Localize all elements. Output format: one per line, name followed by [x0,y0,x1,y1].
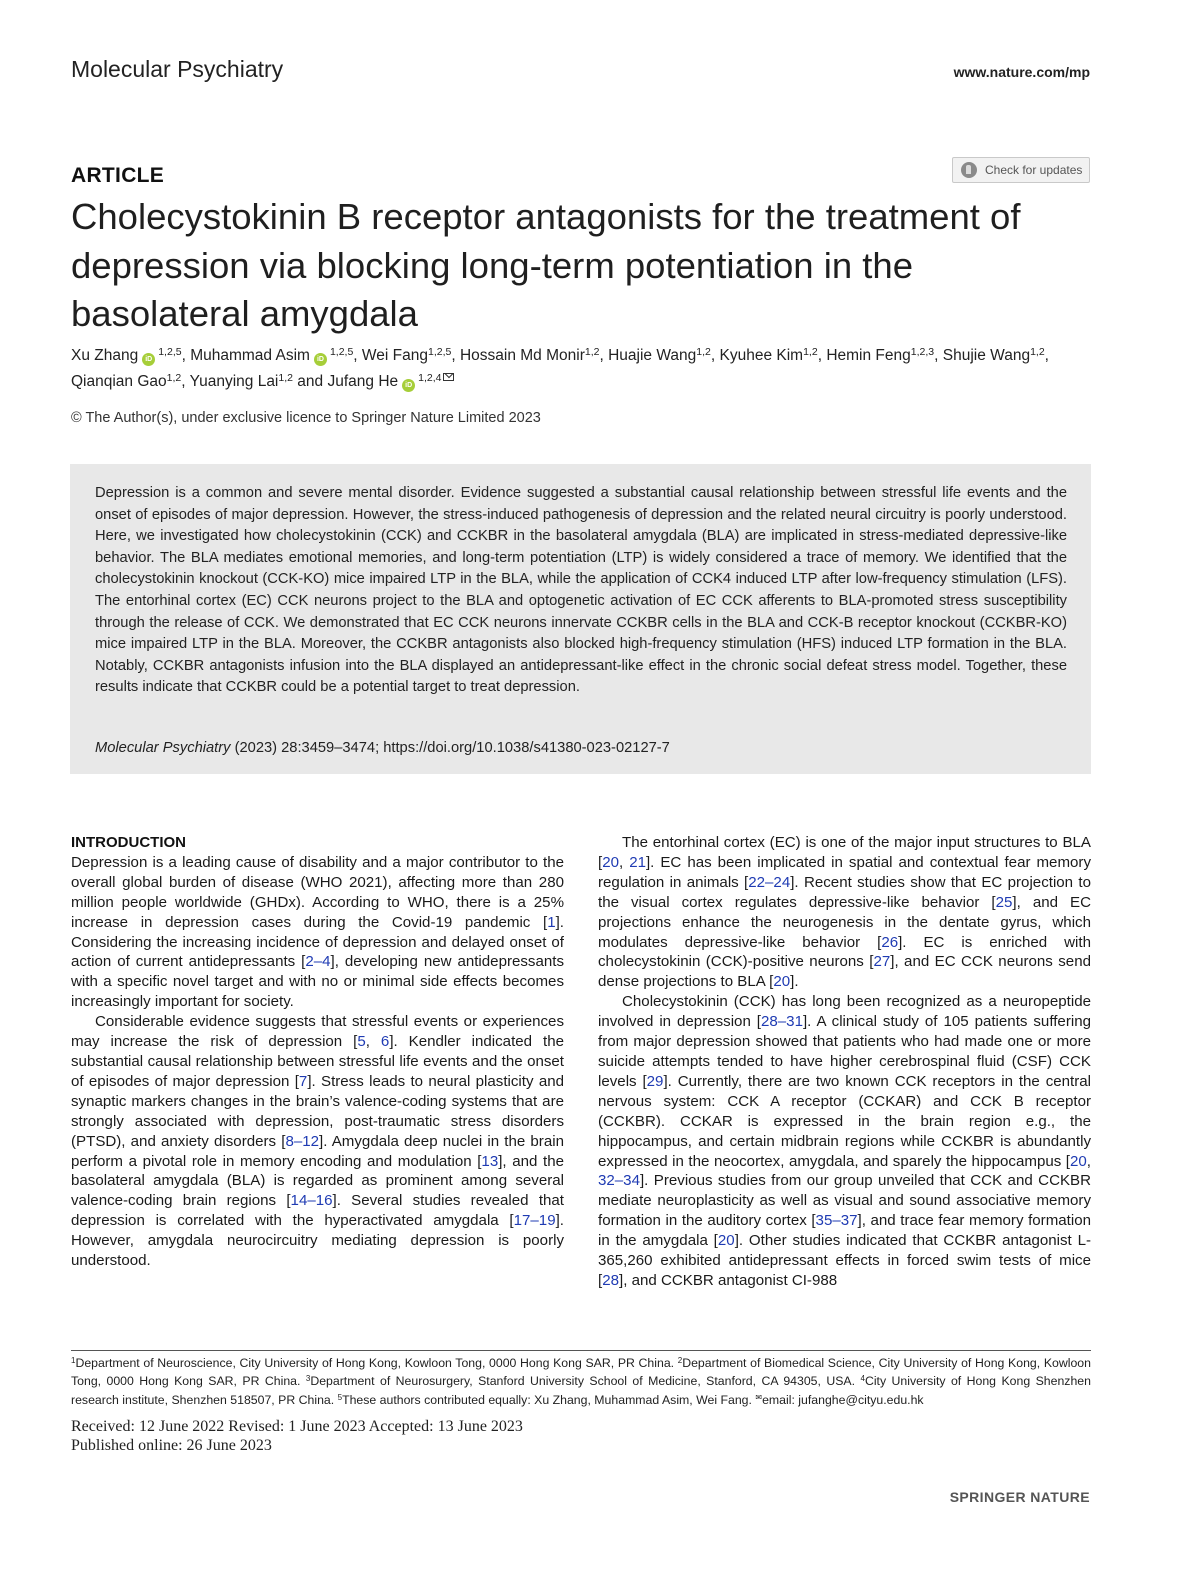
affiliation-mark: 3 [305,1374,311,1384]
body-column-left [71,833,564,1271]
publisher-logo: SPRINGER NATURE [949,1489,1090,1505]
citation-journal: Molecular Psychiatry [95,740,231,756]
left-paragraphs [71,853,564,1271]
footnote-divider [71,1350,1091,1351]
citation-line [95,740,1067,756]
reference-link[interactable]: 17–19 [513,1212,556,1230]
right-paragraphs [598,833,1091,1291]
reference-link[interactable]: 8–12 [285,1132,320,1150]
author[interactable] [71,347,182,364]
author[interactable] [826,347,934,364]
affiliation-text: Department of Biomedical Science, City University of Hong Kong, Kowloon Tong, 0000 Hong Kong SAR, PR China. [71,1356,1091,1389]
reference-link[interactable]: 1 [547,913,556,931]
reference-link[interactable]: 2–4 [305,953,331,971]
author[interactable] [327,373,453,390]
abstract-text: Depression is a common and severe mental disorder. Evidence suggested a substantial causal relationship between stressful life events and the onset of episodes of major depression. However, the stress-induced pathogenesis of depression and the related neural circuitry is poorly understood. Here, we investigated how cholecystokinin (CCK) and CCKBR in the basolateral amygdala (BLA) are implicated in stress-mediated depressive-like behavior. The BLA mediates emotional memories, and long-term potentiation (LTP) is widely considered a trace of memory. We identified that the cholecystokinin knockout (CCK-KO) mice impaired LTP in the BLA, while the application of CCK4 induced LTP after low-frequency stimulation (LFS). The entorhinal cortex (EC) CCK neurons project to the BLA and optogenetic activation of EC CCK afferents to BLA-promoted stress susceptibility through the release of CCK. We demonstrated that EC CCK neurons innervate CCKBR cells in the BLA and CCK-B receptor knockout (CCKBR-KO) mice impaired LTP in the BLA. Moreover, the CCKBR antagonists also blocked high-frequency stimulation (HFS) induced LTP formation in the BLA. Notably, CCKBR antagonists infusion into the BLA displayed an antidepressant-like effect in the chronic social defeat stress model. Together, these results indicate that CCKBR could be a potential target to treat depression. [95,485,1067,696]
citation-details[interactable]: (2023) 28:3459–3474; https://doi.org/10.1038/s41380-023-02127-7 [234,740,670,756]
author[interactable] [362,347,451,364]
reference-link[interactable]: 32–34 [598,1172,640,1190]
author-name[interactable]: Shujie Wang [942,347,1031,364]
article-title: Cholecystokinin B receptor antagonists for the treatment of depression via blocking long-term potentiation in the basolateral amygdala [71,196,1021,334]
affiliation-mark: 4 [860,1374,865,1384]
reference-link[interactable]: 28 [602,1271,619,1289]
reference-link[interactable]: 21 [629,853,646,871]
reference-link[interactable]: 20 [602,853,619,871]
author-affiliation-marks: 1,2,4 [418,372,442,384]
author[interactable] [720,347,818,364]
reference-link[interactable]: 25 [995,893,1013,911]
paragraph: Depression is a leading cause of disability and a major contributor to the overall global burden of disease (WHO 2021), affecting more than 280 million people worldwide (GHDx). According to WHO, there is a 25% increase in depression cases during the Covid-19 pandemic [1]. Considering the increasing incidence of depression and delayed onset of action of current antidepressants [2–4], developing new antidepressants with a specific novel target and with no or minimal side effects becomes increasingly important for society. [71,853,565,1011]
journal-name: Molecular Psychiatry [71,56,284,82]
author[interactable] [71,373,181,390]
reference-link[interactable]: 20 [717,1232,735,1250]
reference-link[interactable]: 20 [1070,1152,1087,1170]
author-affiliation-marks: 1,2 [696,346,711,358]
author[interactable] [190,373,293,390]
author[interactable] [608,347,711,364]
reference-link[interactable]: 27 [873,953,891,971]
orcid-icon[interactable]: iD [402,379,415,392]
reference-link[interactable]: 29 [646,1072,664,1090]
reference-link[interactable]: 14–16 [290,1192,333,1210]
reference-link[interactable]: 20 [773,973,791,991]
author-affiliation-marks: 1,2,5 [427,346,452,358]
article-type-label: ARTICLE [71,164,165,187]
affiliation-text: Department of Neuroscience, City University of Hong Kong, Kowloon Tong, 0000 Hong Kong SAR, PR China. [75,1356,678,1370]
affiliation-mark: 1 [71,1356,76,1365]
affiliation-text: These authors contributed equally: Xu Zhang, Muhammad Asim, Wei Fang. [342,1392,756,1407]
author-name[interactable]: Xu Zhang [71,347,139,364]
author-affiliation-marks: 1,2,5 [329,346,354,358]
author-affiliation-marks: 1,2 [584,346,600,358]
author-name[interactable]: Wei Fang [361,347,428,364]
reference-link[interactable]: 6 [380,1033,390,1051]
paragraph: The entorhinal cortex (EC) is one of the major input structures to BLA [20, 21]. EC has been implicated in spatial and contextual fear memory regulation in animals [22–24]. Recent studies show that EC projection to the visual cortex regulates depressive-like behavior [25], and EC projections enhance the neurogenesis in the dentate gyrus, which modulates depressive-like behavior [26]. EC is enriched with cholecystokinin (CCK)-positive neurons [27], and EC CCK neurons send dense projections to BLA [20]. [598,834,1091,991]
reference-link[interactable]: 28–31 [761,1013,803,1031]
affiliation-mark: ✉ [755,1392,763,1402]
author-name[interactable]: Qianqian Gao [71,373,167,390]
author-affiliation-marks: 1,2 [1030,346,1045,358]
author-name[interactable]: Kyuhee Kim [719,347,804,364]
paragraph: Cholecystokinin (CCK) has long been recognized as a neuropeptide involved in depression [28–31]. A clinical study of 105 patients suffering from major depression showed that patients who had made one or more suicide attempts tended to have higher cerebrospinal fluid (CSF) CCK levels [29]. Currently, there are two known CCK receptors in the central nervous system: CCK A receptor (CCKAR) and CCK B receptor (CCKBR). CCKAR is expressed in the brain region e.g., the hippocampus, and certain midbrain regions while CCKBR is abundantly expressed in the neocortex, amygdala, and sparely the hippocampus [20, 32–34]. Previous studies from our group unveiled that CCK and CCKBR mediate neuroplasticity as well as visual and sound associative memory formation in the auditory cortex [35–37], and trace fear memory formation in the amygdala [20]. Other studies indicated that CCKBR antagonist L- 365,260 exhibited antidepressant effects in forced swim tests of mice [28], and CCKBR antagonist CI-988 [598,993,1092,1289]
journal-url-link[interactable]: www.nature.com/mp [953,64,1090,80]
author-name[interactable]: Jufang He [327,373,399,390]
author-affiliation-marks: 1,2 [803,346,818,358]
reference-link[interactable]: 13 [481,1152,499,1170]
check-for-updates-label: Check for updates [985,163,1083,177]
author[interactable] [460,347,600,364]
author-affiliation-marks: 1,2 [166,372,182,384]
affiliations-footnote [71,1354,1091,1409]
publication-dates [71,1418,523,1455]
author-affiliation-marks: 1,2,3 [910,346,935,358]
section-heading-introduction: INTRODUCTION [71,834,186,851]
paragraph: Considerable evidence suggests that stressful events or experiences may increase the risk of depression [5, 6]. Kendler indicated the substantial causal relationship between stressful life events and the onset of episodes of major depression [7]. Stress leads to neural plasticity and synaptic markers changes in the brain’s valence-coding systems that are strongly associated with depression, post-traumatic stress disorders (PTSD), and anxiety disorders [8–12]. Amygdala deep nuclei in the brain perform a pivotal role in memory encoding and modulation [13], and the basolateral amygdala (BLA) is regarded as prominent among several valence-coding brain regions [14–16]. Several studies revealed that depression is correlated with the hyperactivated amygdala [17–19]. However, amygdala neurocircuitry mediating depression is poorly understood. [71,1013,564,1270]
orcid-icon[interactable]: iD [314,353,327,366]
orcid-icon[interactable]: iD [142,353,155,366]
affiliation-mark: 2 [677,1356,683,1365]
affiliation-text: Department of Neurosurgery, Stanford University School of Medicine, Stanford, CA 94305, USA. [310,1374,861,1389]
author-affiliation-marks: 1,2 [278,372,293,384]
author-affiliation-marks: 1,2,5 [158,346,182,358]
author-name[interactable]: Hossain Md Monir [459,347,585,364]
body-column-right [598,833,1091,1291]
email-icon[interactable] [443,373,454,381]
author[interactable] [190,347,353,364]
reference-link[interactable]: 22–24 [748,873,791,891]
author-name[interactable]: Huajie Wang [608,347,697,364]
author-list: Xu Zhang iD$^{1,2,5}$, Muhammad Asim iD$^{1,2,5}$, Wei Fang$^{1,2,5}$, Hossain Md Monir$^{1,2}$, Huajie Wang$^{1,2}$, Kyuhee Kim$^{1,2}$, Hemin Feng$^{1,2,3}$, Shujie Wang$^{1,2}$, Qianqian Gao$^{1,2}$, Yuanying Lai$^{1,2}$ and Jufang He iD$^{1,2,4}$ [71,346,1049,390]
check-for-updates-button[interactable] [952,157,1090,183]
author-name[interactable]: Yuanying Lai [189,373,279,390]
author-name[interactable]: Hemin Feng [826,347,911,364]
affiliation-mark: 5 [337,1392,343,1402]
reference-link[interactable]: 5 [357,1033,366,1051]
bookmark-icon [961,162,977,178]
dates-published-online: Published online: 26 June 2023 [71,1436,272,1454]
author-name[interactable]: Muhammad Asim [190,347,310,364]
reference-link[interactable]: 35–37 [815,1212,858,1230]
author[interactable] [943,347,1045,364]
affiliation-text: email: jufanghe@cityu.edu.hk [762,1392,924,1407]
copyright-notice: © The Author(s), under exclusive licence to Springer Nature Limited 2023 [71,410,541,426]
dates-received-revised-accepted: Received: 12 June 2022 Revised: 1 June 2023 Accepted: 13 June 2023 [71,1418,523,1435]
reference-link[interactable]: 26 [881,933,899,951]
affiliation-text: City University of Hong Kong Shenzhen research institute, Shenzhen 518507, PR China. [71,1374,1091,1407]
reference-link[interactable]: 7 [298,1072,308,1090]
